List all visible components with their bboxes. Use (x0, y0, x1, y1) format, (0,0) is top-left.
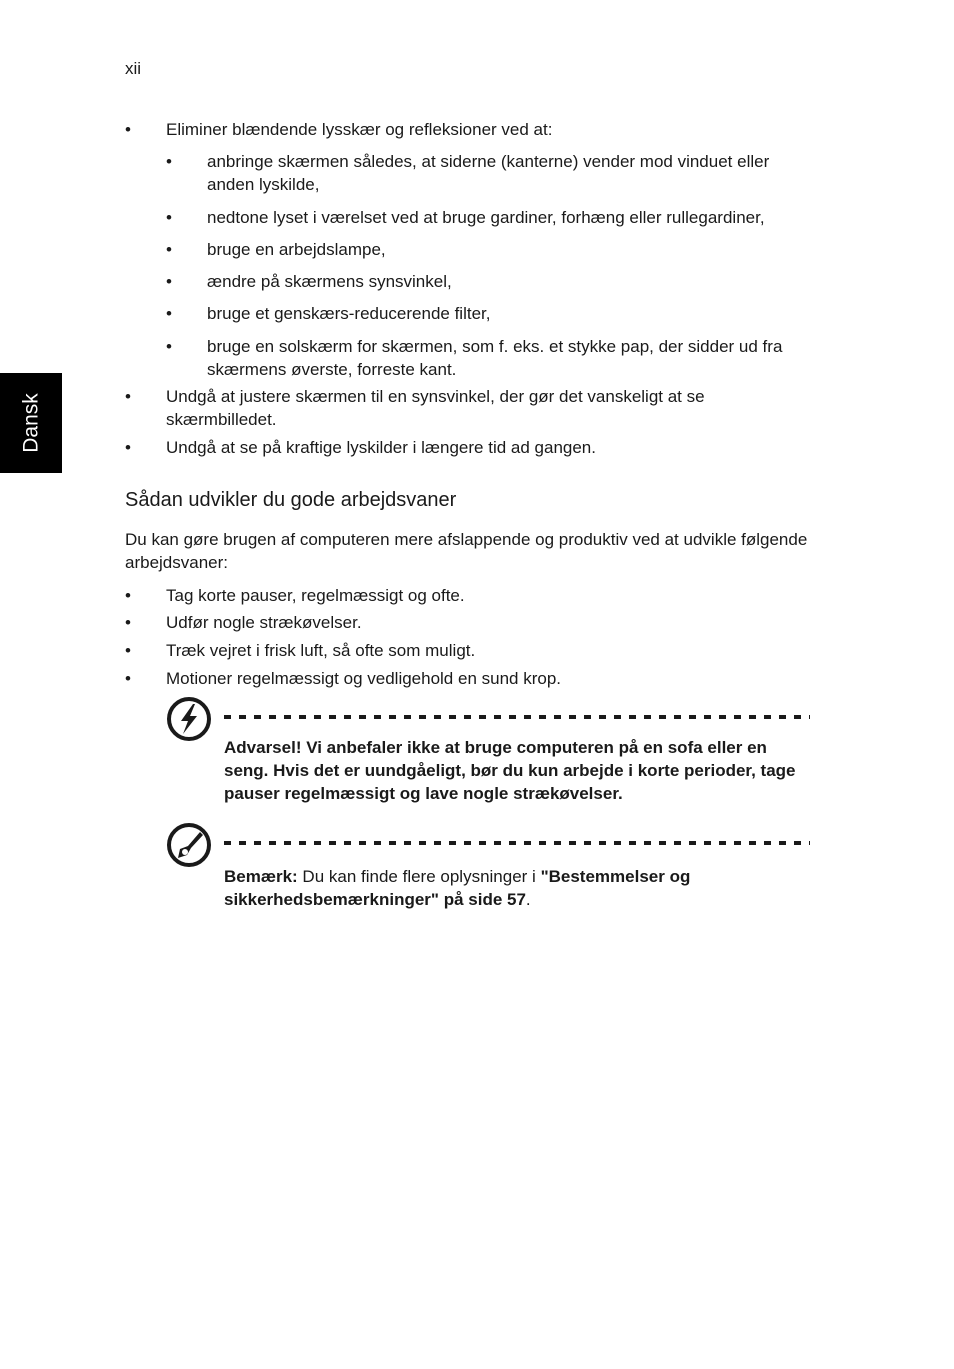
bullet: • (166, 304, 172, 323)
list-item: Undgå at se på kraftige lyskilder i længere tid ad gangen. (166, 438, 596, 457)
note-body: Du kan finde flere oplysninger i (297, 867, 541, 886)
language-tab (0, 373, 62, 473)
sub-list-item: bruge en solskærm for skærmen, som f. eks. et stykke pap, der sidder ud fra skærmens øverste, forreste kant. (207, 337, 783, 379)
language-tab-label: Dansk (19, 393, 43, 453)
list-item: Tag korte pauser, regelmæssigt og ofte. (166, 586, 465, 605)
note-text (224, 865, 784, 911)
list-item: Motioner regelmæssigt og vedligehold en sund krop. (166, 669, 562, 688)
bullet: • (166, 272, 172, 291)
warning-lightning-icon (166, 696, 212, 742)
section-heading: Sådan udvikler du gode arbejdsvaner (125, 489, 457, 511)
warning-text (224, 736, 814, 805)
sub-list-item: anbringe skærmen således, at siderne (kanterne) vender mod vinduet eller anden lyskilde, (207, 152, 770, 194)
warning-body: Advarsel! Vi anbefaler ikke at bruge computeren på en sofa eller en seng. Hvis det er uundgåeligt, bør du kun arbejde i korte perioder, tage pauser regelmæssigt og lave nogle strækøvelser. (224, 738, 796, 803)
bullet: • (125, 438, 131, 457)
note-end: . (525, 890, 531, 909)
divider (224, 841, 810, 845)
list-item: Eliminer blændende lysskær og refleksioner ved at: (166, 120, 553, 139)
bullet: • (125, 120, 131, 139)
sub-list-item: ændre på skærmens synsvinkel, (207, 272, 452, 291)
sub-list-item: nedtone lyset i værelset ved at bruge gardiner, forhæng eller rullegardiner, (207, 208, 765, 227)
bullet: • (125, 613, 131, 632)
list-item: Undgå at justere skærmen til en synsvinkel, der gør det vanskeligt at se skærmbilledet. (166, 387, 705, 429)
bullet: • (166, 152, 172, 171)
page-number: xii (125, 59, 142, 78)
bullet: • (125, 586, 131, 605)
sub-list-item: bruge et genskærs-reducerende filter, (207, 304, 491, 323)
bullet: • (125, 641, 131, 660)
bullet: • (166, 337, 172, 356)
sub-list-item: bruge en arbejdslampe, (207, 240, 386, 259)
note-reference[interactable]: "Bestemmelser og sikkerhedsbemærkninger" på side 57 (224, 867, 691, 909)
intro-paragraph: Du kan gøre brugen af computeren mere afslappende og produktiv ved at udvikle følgende arbejdsvaner: (125, 530, 808, 572)
bullet: • (166, 240, 172, 259)
bullet: • (166, 208, 172, 227)
divider (224, 715, 810, 719)
bullet: • (125, 669, 131, 688)
list-item: Udfør nogle strækøvelser. (166, 613, 362, 632)
bullet: • (125, 387, 131, 406)
note-pen-icon (166, 822, 212, 868)
note-label: Bemærk: (224, 867, 298, 886)
list-item: Træk vejret i frisk luft, så ofte som muligt. (166, 641, 476, 660)
